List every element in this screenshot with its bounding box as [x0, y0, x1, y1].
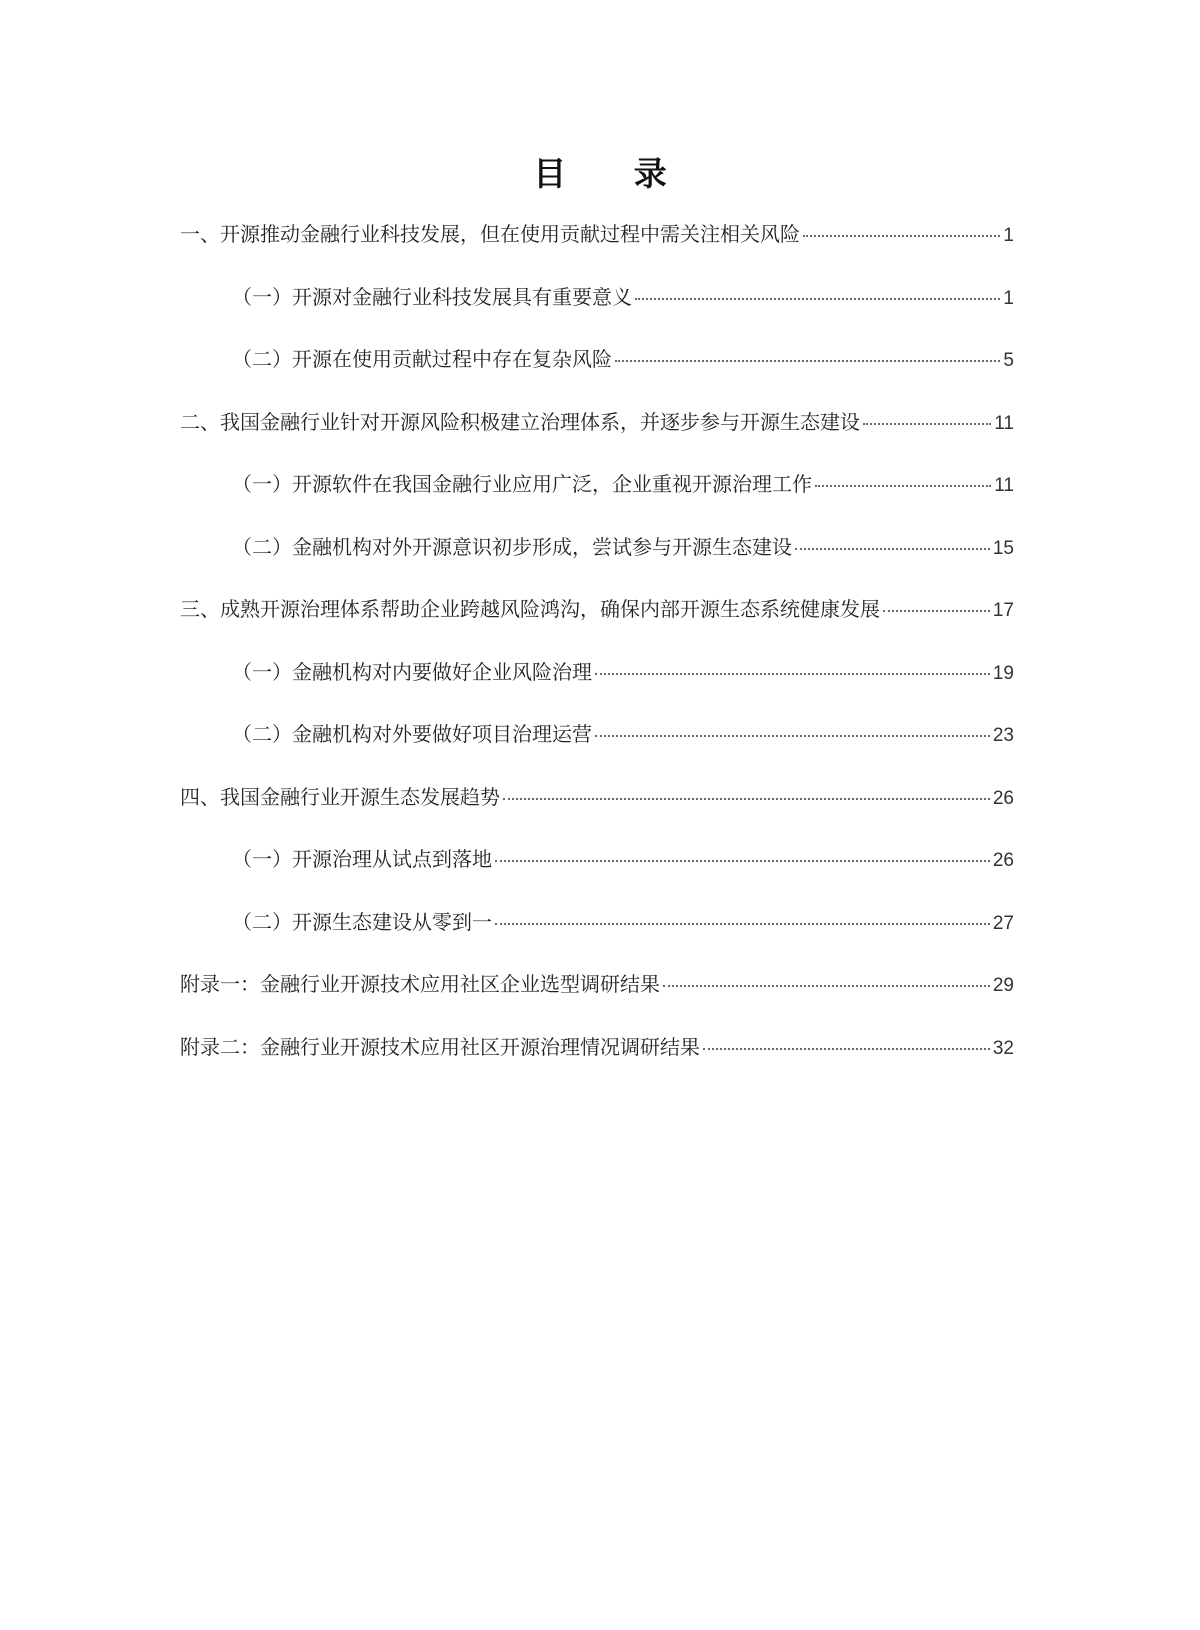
toc-dot-leader [803, 235, 1000, 237]
toc-dot-leader [503, 798, 990, 800]
toc-page-number: 23 [992, 725, 1014, 746]
toc-entry-section-3-1[interactable] [180, 658, 1014, 721]
toc-entry-text: 三、成熟开源治理体系帮助企业跨越风险鸿沟，确保内部开源生态系统健康发展 [180, 597, 880, 621]
toc-page-number: 5 [1003, 350, 1014, 371]
toc-dot-leader [615, 360, 1000, 362]
toc-entry-chapter-2[interactable] [180, 408, 1014, 471]
toc-page-number: 32 [992, 1037, 1014, 1059]
toc-page-number: 29 [992, 975, 1014, 996]
toc-dot-leader [883, 610, 990, 612]
toc-entry-chapter-4[interactable] [180, 783, 1014, 846]
toc-dot-leader [795, 548, 990, 550]
toc-entry-section-2-2[interactable] [180, 533, 1014, 596]
toc-dot-leader [863, 423, 991, 425]
toc-dot-leader [495, 860, 990, 862]
table-of-contents [180, 220, 1014, 1095]
toc-dot-leader [663, 985, 990, 987]
toc-entry-text: 附录一：金融行业开源技术应用社区企业选型调研结果 [180, 972, 660, 996]
toc-entry-text: （二）金融机构对外开源意识初步形成，尝试参与开源生态建设 [232, 534, 792, 559]
toc-entry-appendix-2[interactable] [180, 1033, 1014, 1096]
toc-entry-chapter-1[interactable] [180, 220, 1014, 283]
toc-entry-text: （二）金融机构对外要做好项目治理运营 [232, 722, 592, 746]
toc-page-number: 15 [992, 537, 1014, 559]
toc-entry-text: 附录二：金融行业开源技术应用社区开源治理情况调研结果 [180, 1034, 700, 1059]
toc-entry-section-4-2[interactable] [180, 908, 1014, 971]
toc-dot-leader [703, 1048, 990, 1050]
toc-entry-appendix-1[interactable] [180, 970, 1014, 1033]
toc-entry-text: （一）开源软件在我国金融行业应用广泛，企业重视开源治理工作 [232, 472, 812, 496]
toc-entry-section-4-1[interactable] [180, 845, 1014, 908]
toc-page-number: 27 [992, 912, 1014, 934]
toc-dot-leader [595, 673, 990, 675]
toc-entry-section-3-2[interactable] [180, 720, 1014, 783]
toc-entry-text: （一）开源对金融行业科技发展具有重要意义 [232, 284, 632, 309]
toc-entry-section-1-2[interactable] [180, 345, 1014, 408]
toc-entry-section-1-1[interactable] [180, 283, 1014, 346]
toc-entry-text: （二）开源生态建设从零到一 [232, 909, 492, 934]
toc-entry-chapter-3[interactable] [180, 595, 1014, 658]
toc-entry-text: （一）金融机构对内要做好企业风险治理 [232, 659, 592, 684]
toc-dot-leader [495, 923, 990, 925]
toc-entry-text: 四、我国金融行业开源生态发展趋势 [180, 784, 500, 809]
toc-page-number: 19 [992, 662, 1014, 684]
toc-page-number: 26 [992, 850, 1014, 871]
toc-entry-text: （二）开源在使用贡献过程中存在复杂风险 [232, 347, 612, 371]
toc-dot-leader [815, 485, 991, 487]
toc-page-number: 17 [992, 600, 1014, 621]
toc-page-number: 26 [992, 787, 1014, 809]
toc-dot-leader [635, 298, 1000, 300]
toc-page-number: 11 [994, 475, 1014, 496]
toc-dot-leader [595, 735, 990, 737]
toc-entry-text: （一）开源治理从试点到落地 [232, 847, 492, 871]
toc-entry-text: 二、我国金融行业针对开源风险积极建立治理体系，并逐步参与开源生态建设 [180, 409, 860, 434]
toc-entry-section-2-1[interactable] [180, 470, 1014, 533]
toc-page-number: 1 [1003, 225, 1014, 246]
page-title: 目 录 [533, 154, 695, 193]
toc-page-number: 1 [1003, 287, 1014, 309]
toc-page-number: 11 [994, 412, 1014, 434]
toc-entry-text: 一、开源推动金融行业科技发展，但在使用贡献过程中需关注相关风险 [180, 222, 800, 246]
